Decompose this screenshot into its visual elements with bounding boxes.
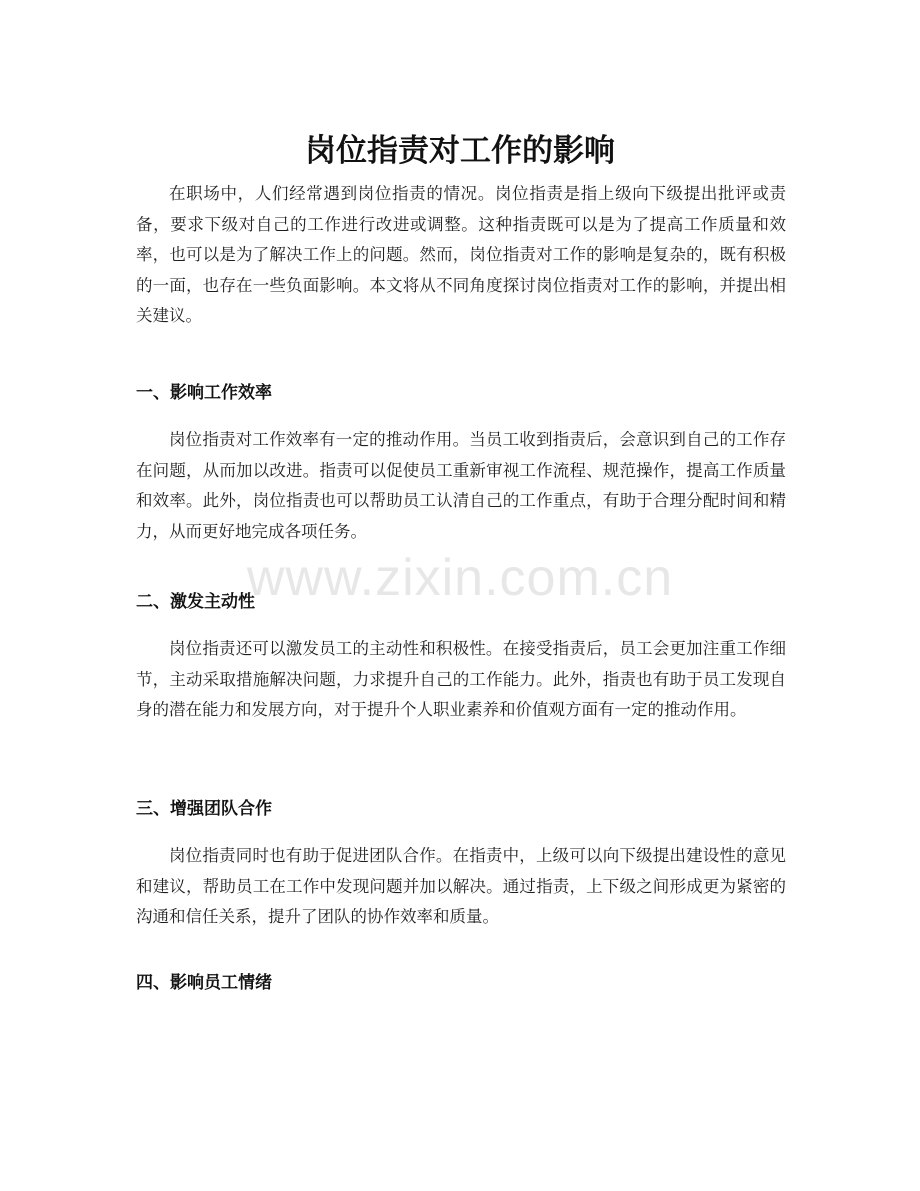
- section-heading-3: 三、增强团队合作: [136, 799, 272, 819]
- section-heading-1: 一、影响工作效率: [136, 383, 272, 403]
- section-body-2: 岗位指责还可以激发员工的主动性和积极性。在接受指责后，员工会更加注重工作细节，主动采取措施解决问题，力求提升自己的工作能力。此外，指责也有助于员工发现自身的潜在能力和发展方向，对于提升个人职业素养和价值观方面有一定的推动作用。: [136, 639, 786, 719]
- page-title: 岗位指责对工作的影响: [305, 132, 615, 169]
- section-body-1: 岗位指责对工作效率有一定的推动作用。当员工收到指责后，会意识到自己的工作存在问题，从而加以改进。指责可以促使员工重新审视工作流程、规范操作，提高工作质量和效率。此外，岗位指责也可以帮助员工认清自己的工作重点，有助于合理分配时间和精力，从而更好地完成各项任务。: [136, 430, 786, 541]
- intro-paragraph: 在职场中，人们经常遇到岗位指责的情况。岗位指责是指上级向下级提出批评或责备，要求下级对自己的工作进行改进或调整。这种指责既可以是为了提高工作质量和效率，也可以是为了解决工作上的问题。然而，岗位指责对工作的影响是复杂的，既有积极的一面，也存在一些负面影响。本文将从不同角度探讨岗位指责对工作的影响，并提出相关建议。: [136, 184, 786, 325]
- watermark-text: www.zixin.com.cn: [246, 549, 674, 607]
- section-body-3: 岗位指责同时也有助于促进团队合作。在指责中，上级可以向下级提出建设性的意见和建议，帮助员工在工作中发现问题并加以解决。通过指责，上下级之间形成更为紧密的沟通和信任关系，提升了团队的协作效率和质量。: [136, 846, 786, 926]
- section-heading-4: 四、影响员工情绪: [136, 973, 272, 993]
- section-heading-2: 二、激发主动性: [136, 592, 255, 612]
